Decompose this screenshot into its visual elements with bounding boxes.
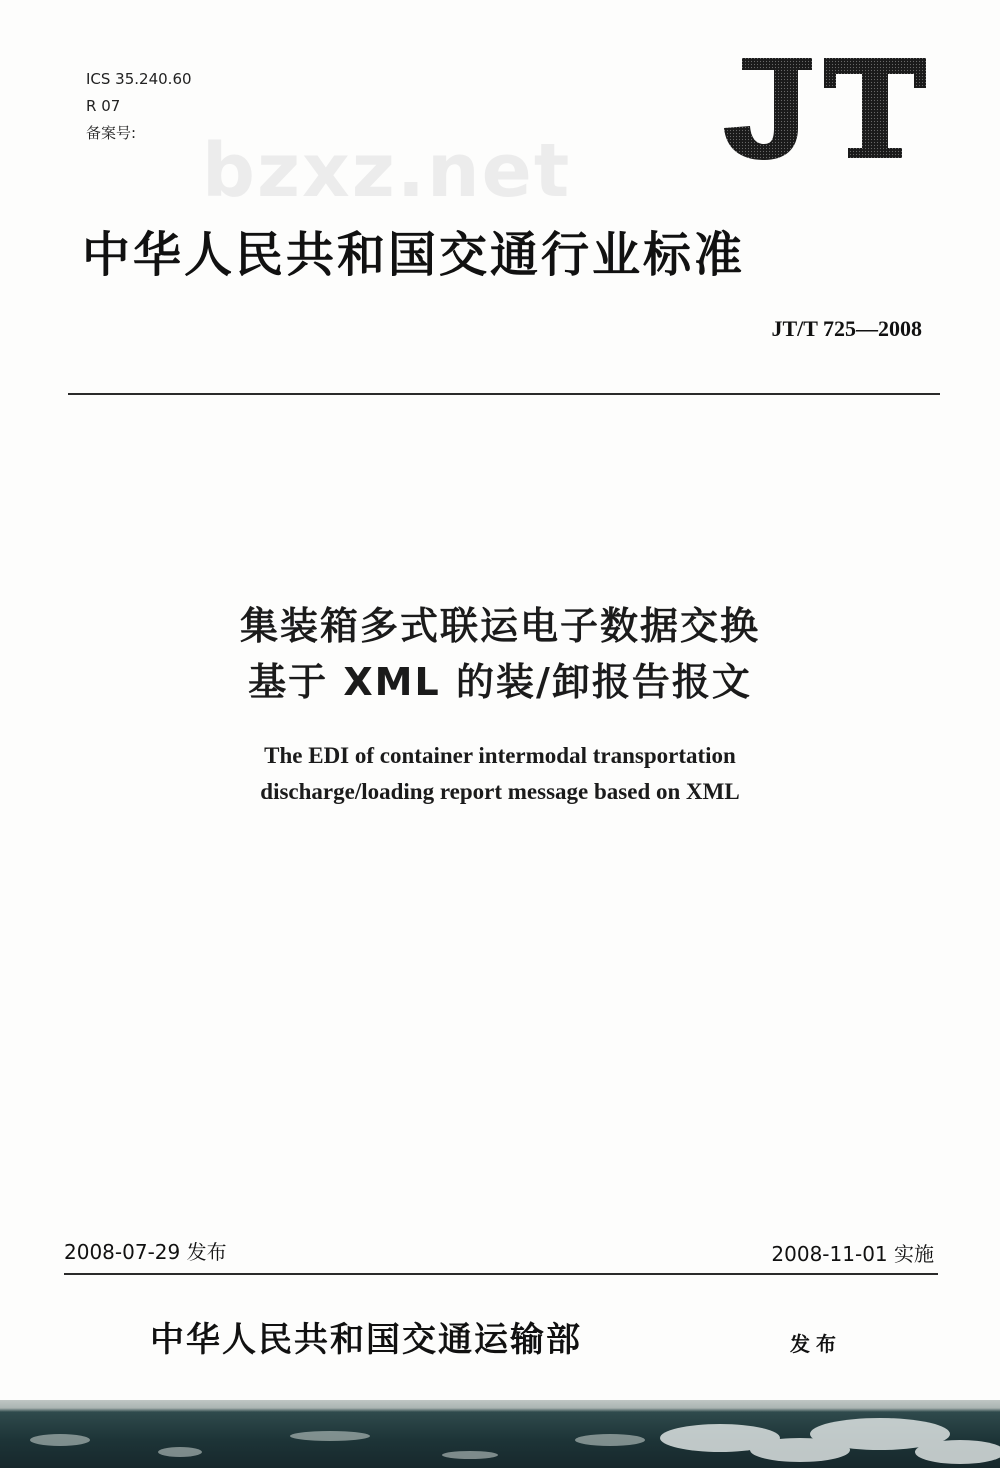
watermark-text: bzxz.net (202, 128, 572, 214)
classification-block (86, 66, 192, 147)
ics-code: ICS 35.240.60 (86, 70, 192, 88)
standard-code: JT/T 725—2008 (771, 316, 922, 341)
title-en-line-1: The EDI of container intermodal transportation (264, 743, 736, 768)
title-cn-line-2: 基于 XML 的装/卸报告报文 (248, 660, 752, 704)
title-cn-line-1: 集装箱多式联运电子数据交换 (239, 604, 760, 648)
document-title-en (0, 738, 1000, 810)
footer-divider (64, 1273, 938, 1275)
background-sea-image (0, 1400, 1000, 1468)
title-en-line-2: discharge/loading report message based on XML (260, 779, 740, 804)
record-number-label: 备案号: (86, 124, 137, 142)
issuing-label: 发布 (790, 1332, 842, 1356)
header-divider (68, 393, 940, 395)
category-code: R 07 (86, 97, 121, 115)
document-title-cn (0, 598, 1000, 710)
effective-date: 2008-11-01 实施 (771, 1242, 934, 1266)
issue-date: 2008-07-29 发布 (64, 1240, 227, 1264)
issuing-authority: 中华人民共和国交通运输部 (150, 1320, 582, 1360)
standard-title: 中华人民共和国交通行业标准 (82, 227, 746, 283)
jt-logo (720, 54, 930, 162)
